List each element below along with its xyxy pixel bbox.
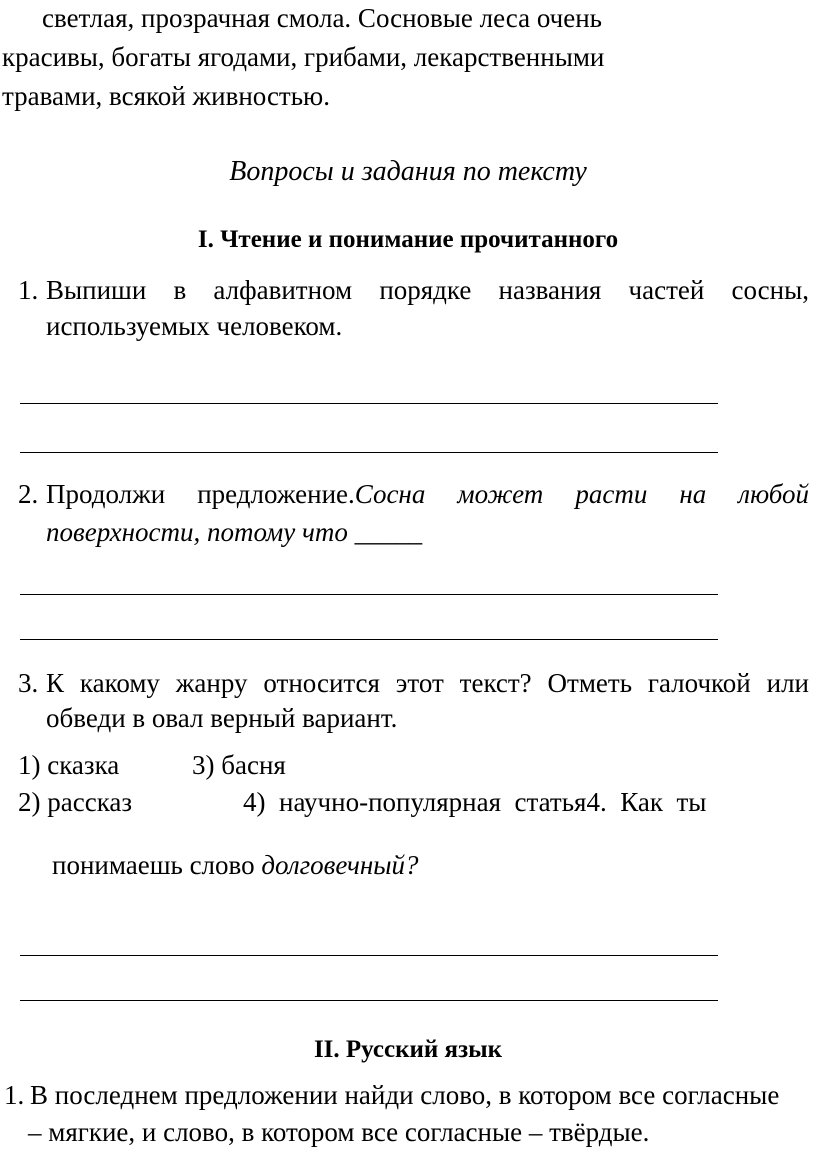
question-number: 1. [4, 1080, 25, 1110]
answer-line[interactable] [20, 955, 718, 956]
answer-line[interactable] [20, 403, 718, 404]
questions-title: Вопросы и задания по тексту [229, 156, 587, 187]
question-word: Продолжи [46, 479, 166, 509]
question-text [46, 479, 809, 510]
text-line: красивы, богаты ягодами, грибами, лекарственными [2, 42, 605, 72]
question-number: 3. [18, 668, 39, 698]
question-word: предложение.Сосна [197, 479, 426, 509]
answer-line[interactable] [20, 594, 718, 595]
question-text: используемых человеком. [46, 311, 343, 341]
answer-line[interactable] [20, 1000, 718, 1001]
answer-option[interactable]: 2) рассказ [18, 787, 133, 817]
answer-option[interactable]: 4) научно-популярная статья4. Как ты [243, 787, 707, 817]
inline-blank[interactable]: _____ [354, 517, 423, 547]
question-text: – мягкие, и слово, в котором все согласные – твёрдые. [28, 1117, 650, 1147]
question-word: на [679, 479, 707, 509]
question-text: В последнем предложении найди слово, в котором все согласные [30, 1080, 780, 1110]
answer-line[interactable] [20, 639, 718, 640]
question-text: Выпиши в алфавитном порядке названия частей сосны, [46, 275, 809, 305]
question-word: расти [575, 479, 648, 509]
section-heading: I. Чтение и понимание прочитанного [197, 226, 619, 253]
answer-option[interactable]: 3) басня [192, 750, 286, 780]
question-word: любой [738, 479, 809, 509]
question-word: может [457, 479, 544, 509]
section-heading: II. Русский язык [313, 1036, 503, 1063]
answer-option[interactable]: 1) сказка [18, 750, 120, 780]
question-text: К какому жанру относится этот текст? Отметь галочкой или [46, 668, 809, 698]
question-number: 1. [18, 275, 39, 305]
question-text: понимаешь слово долговечный? [52, 850, 419, 880]
text-line: травами, всякой живностью. [2, 81, 330, 111]
question-number: 2. [18, 479, 39, 509]
question-text: поверхности, потому что _____ [46, 517, 423, 547]
answer-line[interactable] [20, 452, 718, 453]
text-line: светлая, прозрачная смола. Сосновые леса очень [42, 3, 602, 33]
question-text: обведи в овал верный вариант. [46, 703, 398, 733]
